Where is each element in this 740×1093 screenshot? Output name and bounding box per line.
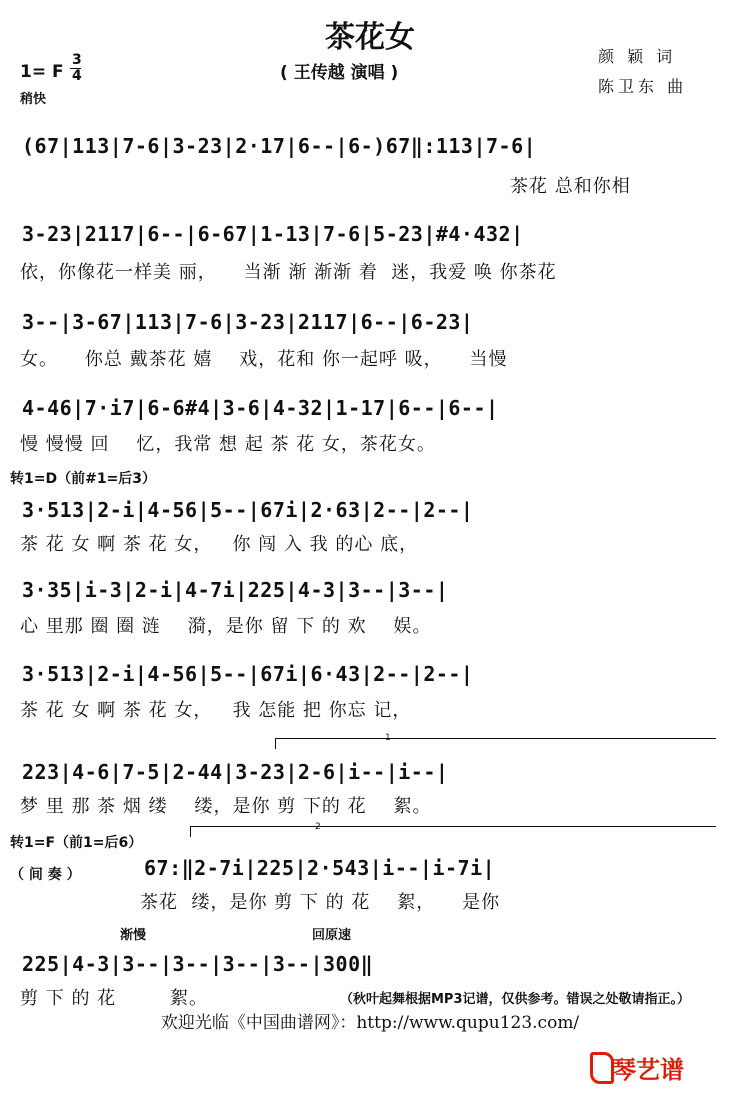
notation-row-1: (67|113|7-6|3-23|2·17|6--|6-)67‖:113|7-6| xyxy=(22,134,537,158)
tempo-marking: 稍快 xyxy=(20,92,47,107)
volta-number-1: 1 xyxy=(385,733,391,743)
lyrics-row-1: 茶花 总和你相 xyxy=(510,176,631,197)
lyrics-row-10: 剪 下 的 花 絮。 xyxy=(20,988,208,1009)
lyrics-row-9: 茶花 缕，是你 剪 下 的 花 絮， 是你 xyxy=(140,892,501,913)
volta-number-2: 2 xyxy=(315,822,321,832)
transcription-note: （秋叶起舞根据MP3记谱，仅供参考。错误之处敬请指正。） xyxy=(340,992,691,1007)
lyrics-row-6: 心 里那 圈 圈 涟 漪，是你 留 下 的 欢 娱。 xyxy=(20,616,432,637)
lyrics-row-3: 女。 你总 戴茶花 嬉 戏，花和 你一起呼 吸， 当慢 xyxy=(20,349,508,370)
interlude-mark: （ 间 奏 ） xyxy=(10,867,81,883)
notation-row-8: 223|4-6|7-5|2-44|3-23|2-6|i--|i--| xyxy=(22,760,449,784)
brand-logo: 琴艺谱 xyxy=(612,1056,684,1084)
lyrics-row-7: 茶 花 女 啊 茶 花 女， 我 怎能 把 你忘 记， xyxy=(20,700,412,721)
lyrics-row-4: 慢 慢慢 回 忆，我常 想 起 茶 花 女，茶花女。 xyxy=(20,434,436,455)
notation-row-4: 4-46|7·i7|6-6#4|3-6|4-32|1-17|6--|6--| xyxy=(22,396,499,420)
lyrics-row-2: 依，你像花一样美 丽， 当渐 渐 渐渐 着 迷，我爱 唤 你茶花 xyxy=(20,262,557,283)
notation-row-3: 3--|3-67|113|7-6|3-23|2117|6--|6-23| xyxy=(22,310,474,334)
logo-icon xyxy=(590,1052,614,1084)
lyricist-credit: 颜 颖 词 xyxy=(598,47,677,66)
notation-row-2: 3-23|2117|6--|6-67|1-13|7-6|5-23|#4·432| xyxy=(22,222,524,246)
modulation-mark-1: 转1=D（前#1=后3） xyxy=(10,471,157,487)
notation-row-7: 3·513|2-i|4-56|5--|67i|6·43|2--|2--| xyxy=(22,662,474,686)
song-title: 茶花女 xyxy=(325,20,415,55)
modulation-mark-2: 转1=F（前1=后6） xyxy=(10,835,143,851)
site-footer: 欢迎光临《中国曲谱网》：http://www.qupu123.com/ xyxy=(160,1013,580,1033)
volta-bracket-1 xyxy=(275,738,716,749)
tempo-mark-a-tempo: 回原速 xyxy=(312,928,352,943)
tempo-mark-ritardando: 渐慢 xyxy=(120,928,147,943)
notation-row-5: 3·513|2-i|4-56|5--|67i|2·63|2--|2--| xyxy=(22,498,474,522)
volta-bracket-2 xyxy=(190,826,716,837)
lyrics-row-8: 梦 里 那 茶 烟 缕 缕，是你 剪 下的 花 絮。 xyxy=(20,796,432,817)
lyrics-row-5: 茶 花 女 啊 茶 花 女， 你 闯 入 我 的心 底， xyxy=(20,534,419,555)
time-signature-bar xyxy=(70,68,81,69)
notation-row-6: 3·35|i-3|2-i|4-7i|225|4-3|3--|3--| xyxy=(22,578,449,602)
composer-credit: 陈卫东 曲 xyxy=(598,77,688,96)
time-signature-bottom: 4 xyxy=(72,68,82,84)
time-signature-top: 3 xyxy=(72,52,82,68)
key-signature: 1= F xyxy=(20,62,64,82)
singer-credit: ( 王传越 演唱 ) xyxy=(280,63,399,83)
notation-row-9: 67:‖2-7i|225|2·543|i--|i-7i| xyxy=(144,856,496,880)
notation-row-10: 225|4-3|3--|3--|3--|3--|300‖ xyxy=(22,952,374,976)
